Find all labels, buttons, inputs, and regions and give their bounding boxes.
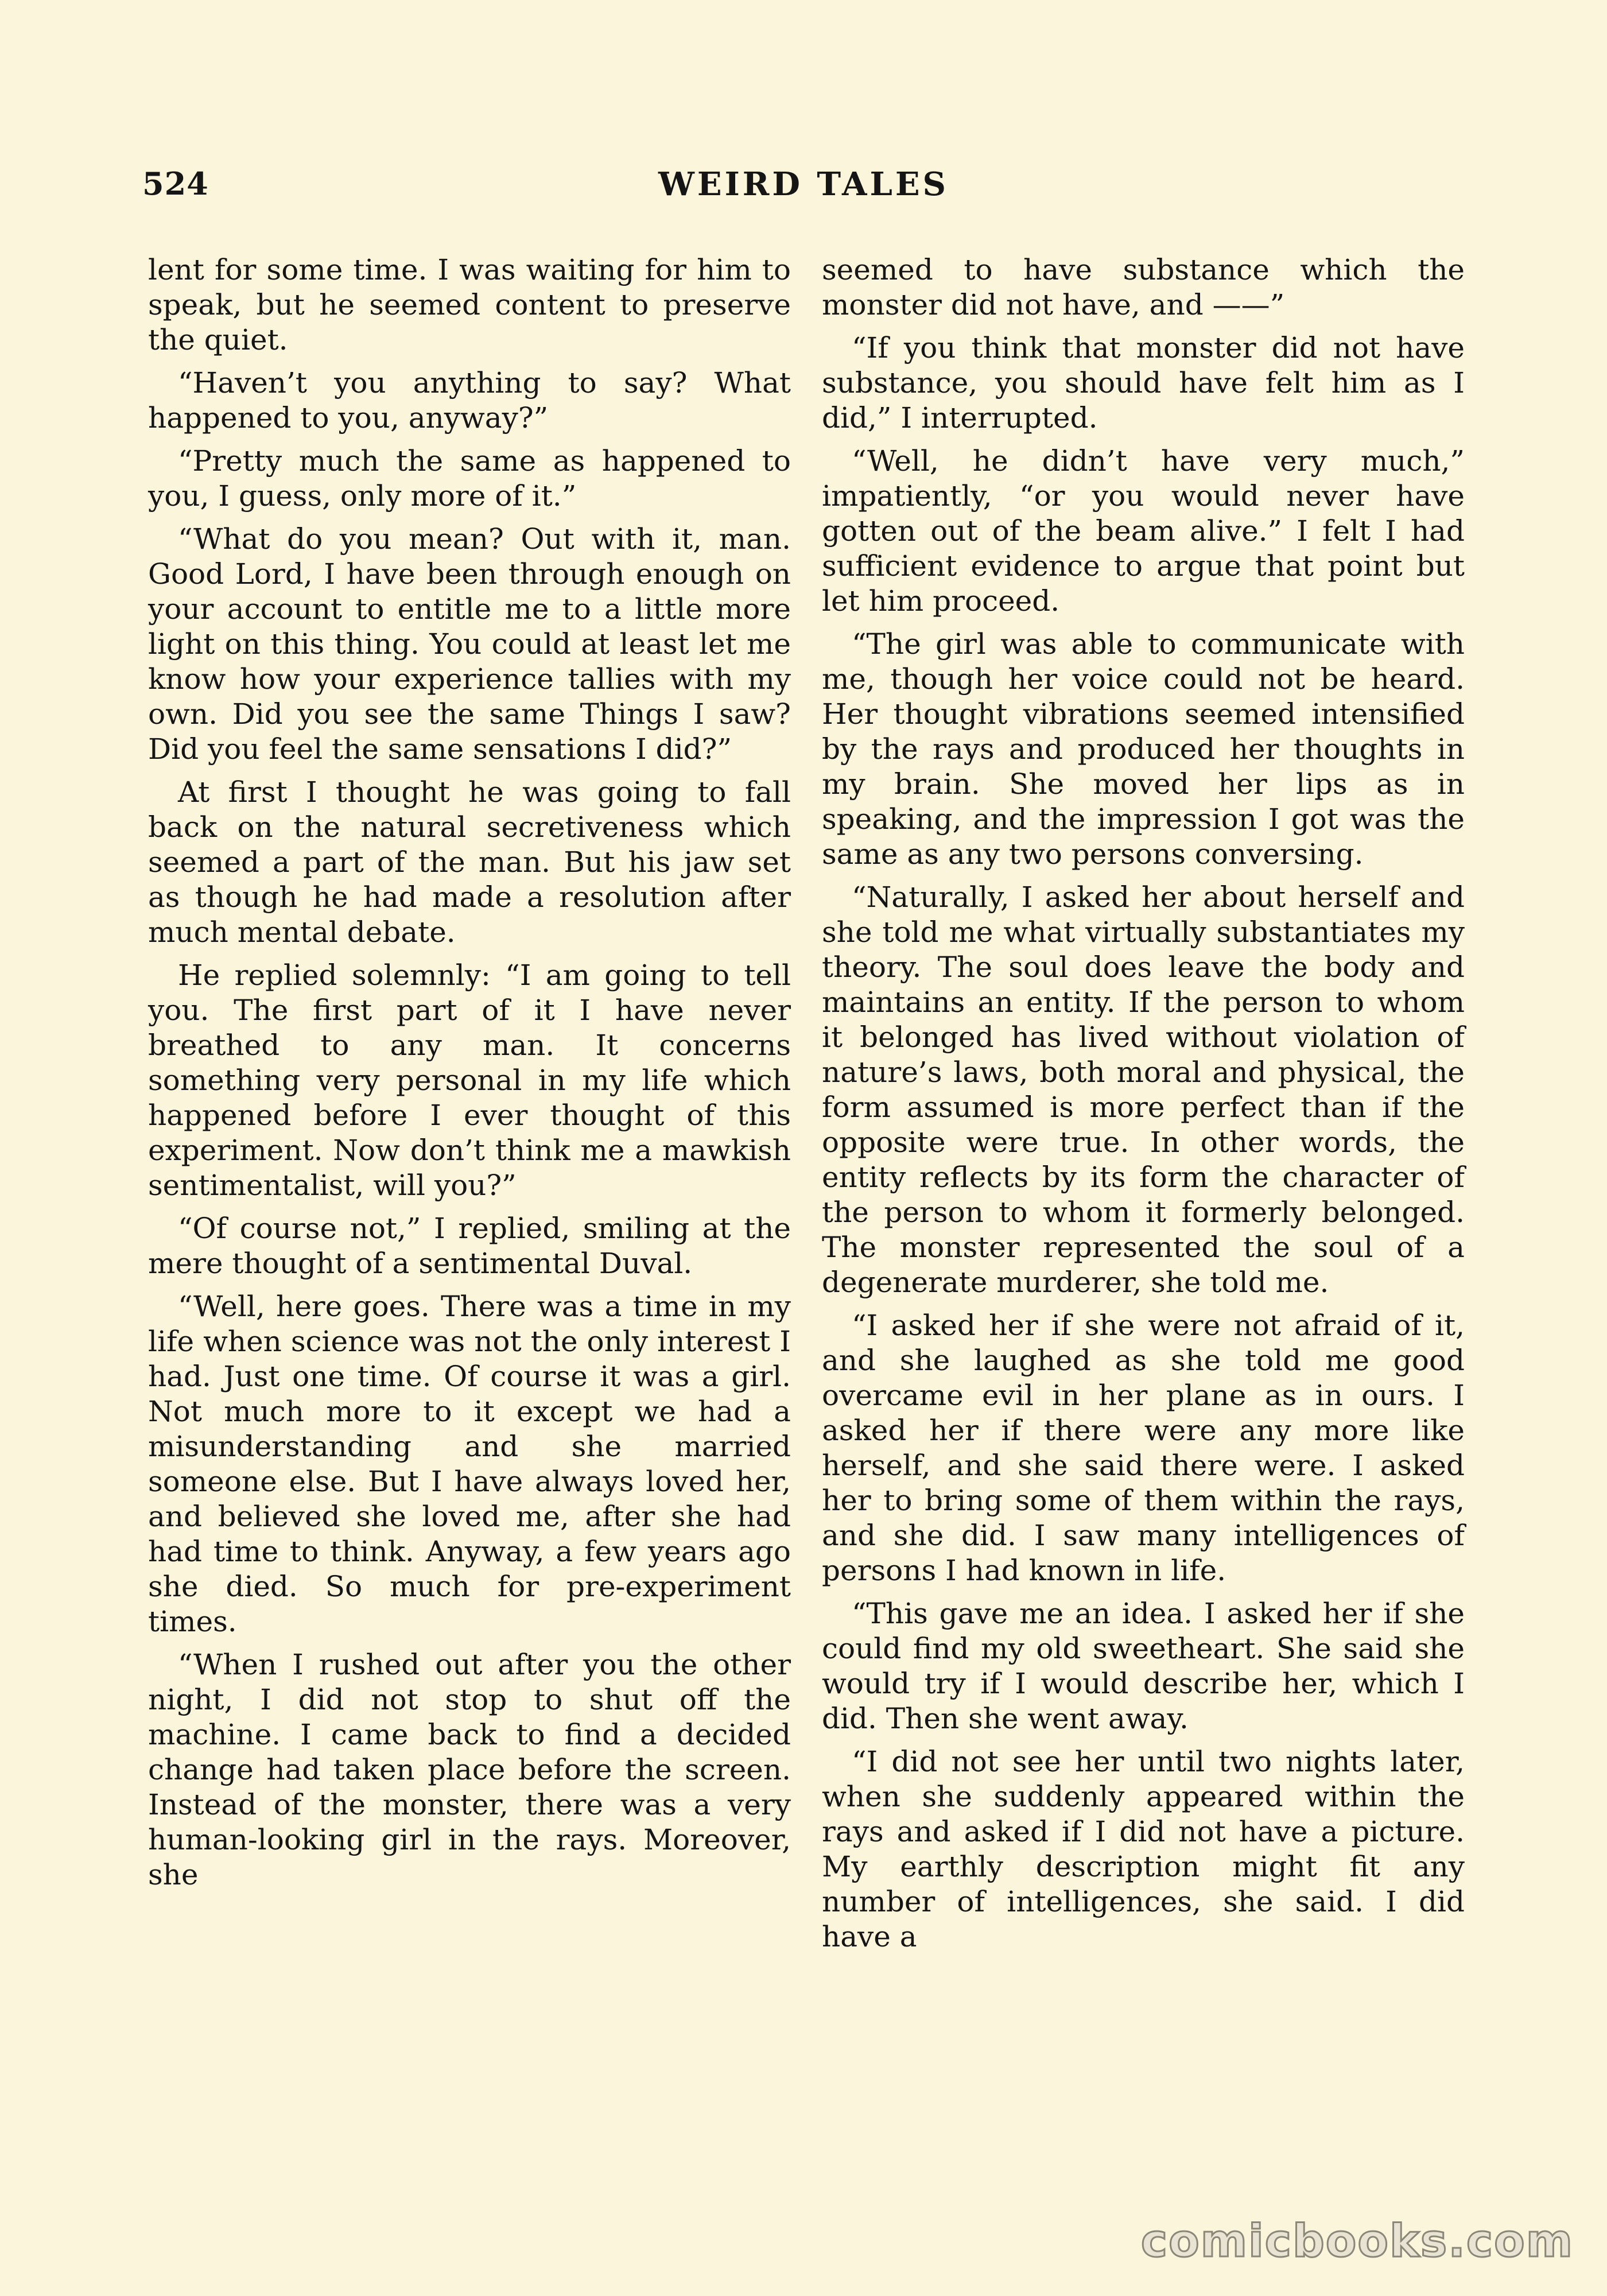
watermark-logo: comicbooks.com: [1140, 2216, 1574, 2267]
paragraph: At first I thought he was going to fall back on the natural secretiveness which seemed a part of the man. But his jaw set as though he had made a resolution after much mental debate.: [148, 775, 791, 949]
paragraph: “When I rushed out after you the other night, I did not stop to shut off the machine. I came back to find a decided change had taken place before the screen. Instead of the monster, there was a very human-looking girl in the rays. Moreover, she: [148, 1648, 791, 1891]
paragraph: “Of course not,” I replied, smiling at the mere thought of a sentimental Duval.: [148, 1212, 791, 1280]
page-number: 524: [142, 165, 209, 202]
running-title: WEIRD TALES: [658, 165, 949, 203]
left-column: [148, 253, 791, 1901]
paragraph: “The girl was able to communicate with me, though her voice could not be heard. Her thought vibrations seemed intensified by the rays and produced her thoughts in my brain. She moved her lips as in speaking, and the impression I got was the same as any two persons conversing.: [822, 627, 1465, 871]
paragraph: seemed to have substance which the monster did not have, and ——”: [822, 253, 1465, 321]
paragraph: “Naturally, I asked her about herself and she told me what virtually substantiates my theory. The soul does leave the body and maintains an entity. If the person to whom it belonged has lived without violation of nature’s laws, both moral and physical, the form assumed is more perfect than if the opposite were true. In other words, the entity reflects by its form the character of the person to whom it formerly belonged. The monster represented the soul of a degenerate murderer, she told me.: [822, 881, 1465, 1299]
paragraph: “This gave me an idea. I asked her if she could find my old sweetheart. She said she would try if I would describe her, which I did. Then she went away.: [822, 1597, 1465, 1735]
paragraph: “What do you mean? Out with it, man. Good Lord, I have been through enough on your account to entitle me to a little more light on this thing. You could at least let me know how your experience tallies with my own. Did you see the same Things I saw? Did you feel the same sensations I did?”: [148, 522, 791, 766]
paragraph: “Well, he didn’t have very much,” impatiently, “or you would never have gotten out of the beam alive.” I felt I had sufficient evidence to argue that point but let him proceed.: [822, 444, 1465, 618]
page-header: [142, 165, 1465, 217]
paragraph: “Well, here goes. There was a time in my life when science was not the only interest I had. Just one time. Of course it was a girl. Not much more to it except we had a misunderstanding and she married someone else. But I have always loved her, and believed she loved me, after she had had time to think. Anyway, a few years ago she died. So much for pre-experiment times.: [148, 1290, 791, 1638]
paragraph: “I did not see her until two nights later, when she suddenly appeared within the rays and asked if I did not have a picture. My earthly description might fit any number of intelligences, she said. I did have a: [822, 1745, 1465, 1953]
right-column: [822, 253, 1465, 1963]
paragraph: “I asked her if she were not afraid of it, and she laughed as she told me good overcame evil in her plane as in ours. I asked her if there were any more like herself, and she said there were. I asked her to bring some of them within the rays, and she did. I saw many intelligences of persons I had known in life.: [822, 1309, 1465, 1587]
paragraph: “If you think that monster did not have substance, you should have felt him as I did,” I interrupted.: [822, 331, 1465, 435]
paragraph: He replied solemnly: “I am going to tell you. The first part of it I have never breathed to any man. It concerns something very personal in my life which happened before I ever thought of this experiment. Now don’t think me a mawkish sentimentalist, will you?”: [148, 959, 791, 1202]
paragraph: lent for some time. I was waiting for him to speak, but he seemed content to preserve the quiet.: [148, 253, 791, 356]
paragraph: “Pretty much the same as happened to you, I guess, only more of it.”: [148, 444, 791, 513]
paragraph: “Haven’t you anything to say? What happened to you, anyway?”: [148, 366, 791, 435]
